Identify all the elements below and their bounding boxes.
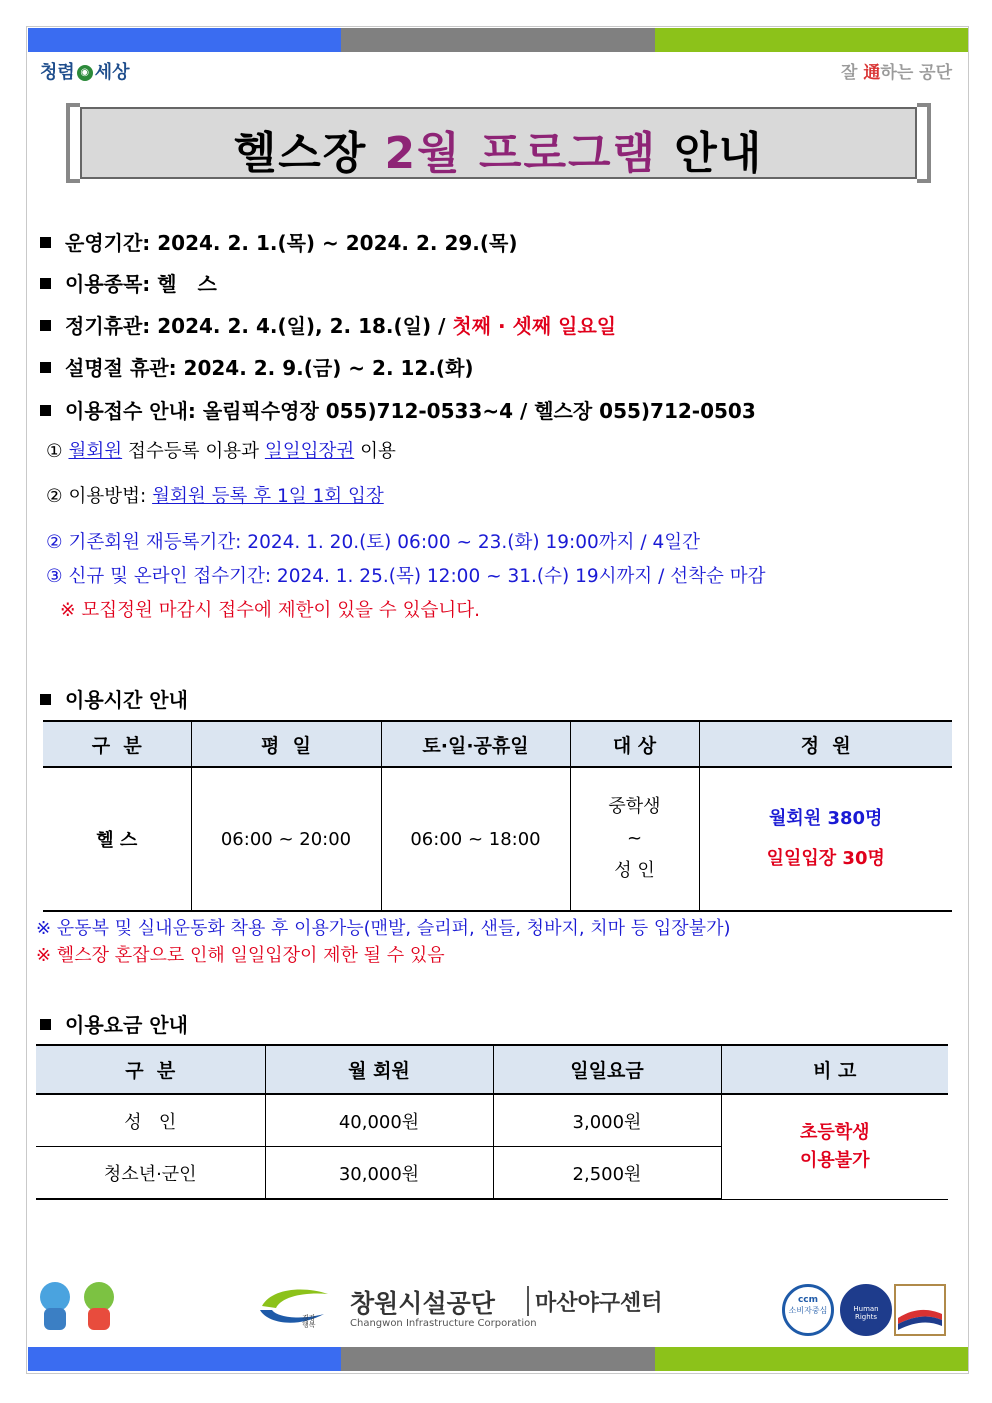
human-rights-cert-icon: Human Rights (840, 1284, 892, 1336)
fee-daily: 3,000원 (493, 1094, 721, 1147)
fee-category: 청소년·군인 (36, 1147, 265, 1200)
table-row (36, 1094, 948, 1147)
fees-header-remark: 비 고 (721, 1045, 948, 1094)
divider (527, 1286, 529, 1316)
center-name: 마산야구센터 (535, 1291, 663, 1316)
fee-monthly: 40,000원 (265, 1094, 493, 1147)
fee-remark: 초등학생 이용불가 (721, 1094, 948, 1199)
info-holiday: 설명절 휴관: 2024. 2. 9.(금) ~ 2. 12.(화) (40, 352, 474, 381)
hours-weekend: 06:00 ~ 18:00 (381, 767, 570, 911)
hours-table (43, 720, 952, 912)
hours-note-2: ※ 헬스장 혼잡으로 인해 일일입장이 제한 될 수 있음 (36, 945, 445, 966)
fee-category: 성 인 (36, 1094, 265, 1147)
hours-header-target: 대 상 (570, 721, 699, 767)
fees-header-category: 구 분 (36, 1045, 265, 1094)
bottom-color-band (28, 1347, 968, 1371)
info-item: 이용종목: 헬 스 (40, 268, 217, 297)
hours-header-weekend: 토·일·공휴일 (381, 721, 570, 767)
info-closed: 정기휴관: 2024. 2. 4.(일), 2. 18.(일) / 첫째 · 셋째 일요일 (40, 310, 616, 339)
footer (0, 1280, 992, 1340)
svg-text:행복: 행복 (302, 1321, 316, 1328)
info-contact: 이용접수 안내: 올림픽수영장 055)712-0533~4 / 헬스장 055)712-0503 (40, 395, 756, 424)
integrity-logo: 청렴 ◉ 세상 (40, 62, 130, 83)
slogan-logo: 잘 通하는 공단 (841, 63, 952, 83)
hours-header-capacity: 정 원 (699, 721, 952, 767)
corporation-english-name: Changwon Infrastructure Corporation (350, 1318, 537, 1329)
hours-header-category: 구 분 (43, 721, 191, 767)
info-period: 운영기간: 2024. 2. 1.(목) ~ 2024. 2. 29.(목) (40, 227, 517, 256)
fee-monthly: 30,000원 (265, 1147, 493, 1200)
usage-method-link[interactable]: 월회원 등록 후 1일 1회 입장 (152, 486, 384, 507)
certification-badge-icon (894, 1284, 946, 1336)
note-3: ② 기존회원 재등록기간: 2024. 1. 20.(토) 06:00 ~ 23.(화) 19:00까지 / 4일간 (46, 532, 701, 553)
fee-daily: 2,500원 (493, 1147, 721, 1200)
note-4: ③ 신규 및 온라인 접수기간: 2024. 1. 25.(목) 12:00 ~ 31.(수) 19시까지 / 선착순 마감 (46, 566, 766, 587)
note-1: ① 월회원 접수등록 이용과 일일입장권 이용 (46, 441, 396, 462)
monthly-member-link[interactable]: 월회원 (68, 441, 123, 462)
corporation-emblem-icon (258, 1284, 330, 1328)
hours-header-weekday: 평 일 (191, 721, 381, 767)
fees-heading: 이용요금 안내 (40, 1009, 188, 1038)
fees-header-monthly: 월 회원 (265, 1045, 493, 1094)
fees-table (36, 1044, 948, 1200)
hours-capacity: 월회원 380명 일일입장 30명 (699, 767, 952, 911)
corporation-name: 창원시설공단 (350, 1289, 495, 1318)
daily-ticket-link[interactable]: 일일입장권 (264, 441, 355, 462)
note-5: ※ 모집정원 마감시 접수에 제한이 있을 수 있습니다. (60, 600, 480, 621)
hours-heading: 이용시간 안내 (40, 684, 188, 713)
mascot-icon (36, 1282, 74, 1332)
hours-weekday: 06:00 ~ 20:00 (191, 767, 381, 911)
ccm-cert-icon: ccm 소비자중심 (782, 1284, 834, 1336)
note-2: ② 이용방법: 월회원 등록 후 1일 1회 입장 (46, 486, 384, 507)
title-banner (66, 103, 931, 183)
top-color-band (28, 28, 968, 52)
hours-target: 중학생 ~ 성 인 (570, 767, 699, 911)
svg-text:경강: 경강 (302, 1314, 316, 1322)
mascot-icon (80, 1282, 118, 1332)
hours-note-1: ※ 운동복 및 실내운동화 착용 후 이용가능(맨발, 슬리퍼, 샌들, 청바지, 치마 등 입장불가) (36, 918, 731, 939)
hours-category: 헬 스 (43, 767, 191, 911)
integrity-logo-icon: ◉ (77, 65, 93, 81)
page-title: 헬스장 2월 프로그램 안내 (233, 128, 764, 179)
fees-header-daily: 일일요금 (493, 1045, 721, 1094)
